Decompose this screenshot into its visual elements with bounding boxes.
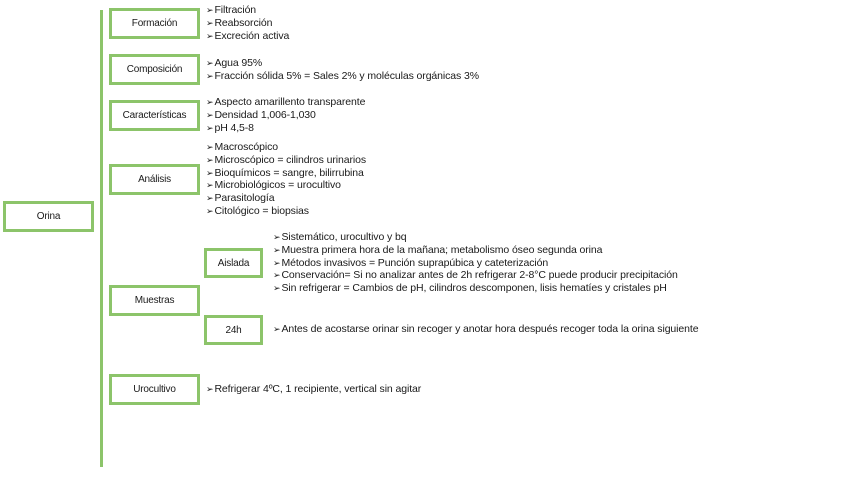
analisis-label: Análisis <box>138 174 171 185</box>
list-item: ➢Citológico = biopsias <box>206 204 309 217</box>
arrow-icon: ➢ <box>206 70 214 81</box>
root-label: Orina <box>36 211 61 222</box>
list-item: ➢Agua 95% <box>206 57 263 69</box>
root-node-orina <box>3 201 94 232</box>
arrow-icon: ➢ <box>273 283 281 294</box>
arrow-icon: ➢ <box>206 58 214 68</box>
node-24h <box>204 315 263 345</box>
list-item: ➢Microscópico = cilindros urinarios <box>206 153 366 166</box>
aislada-label: Aislada <box>217 257 250 269</box>
list-item: ➢Reabsorción <box>206 16 273 29</box>
list-item: ➢Parasitología <box>206 192 275 205</box>
node-muestras <box>109 285 200 316</box>
arrow-icon: ➢ <box>206 109 214 120</box>
arrow-icon: ➢ <box>206 167 214 178</box>
list-item: ➢Bioquímicos = sangre, bilirrubina <box>206 166 364 179</box>
caracteristicas-label: Características <box>122 110 187 121</box>
list-item: ➢Muestra primera hora de la mañana; metabolismo óseo segunda orina <box>273 243 603 256</box>
muestras-label: Muestras <box>134 295 175 306</box>
list-item: ➢Excreción activa <box>206 29 290 42</box>
composicion-label: Composición <box>126 64 183 75</box>
arrow-icon: ➢ <box>206 142 214 152</box>
h24-label: 24h <box>225 324 242 336</box>
list-item: ➢Fracción sólida 5% = Sales 2% y moléculas orgánicas 3% <box>206 69 479 82</box>
arrow-icon: ➢ <box>273 324 281 334</box>
arrow-icon: ➢ <box>273 270 281 281</box>
connector-line <box>100 10 103 467</box>
urocultivo-label: Urocultivo <box>133 384 176 395</box>
arrow-icon: ➢ <box>206 180 214 191</box>
node-urocultivo <box>109 374 200 405</box>
formacion-label: Formación <box>131 18 178 29</box>
node-analisis <box>109 164 200 195</box>
list-item: ➢Macroscópico <box>206 141 279 153</box>
arrow-icon: ➢ <box>206 193 214 204</box>
list-item: ➢Microbiológicos = urocultivo <box>206 179 341 192</box>
list-item: ➢Refrigerar 4ºC, 1 recipiente, vertical sin agitar <box>206 383 422 395</box>
arrow-icon: ➢ <box>206 17 214 28</box>
list-item: ➢Antes de acostarse orinar sin recoger y anotar hora después recoger toda la orina siguiente <box>273 323 699 335</box>
arrow-icon: ➢ <box>206 30 214 41</box>
list-item: ➢Sistemático, urocultivo y bq <box>273 231 407 243</box>
list-item: ➢Densidad 1,006-1,030 <box>206 108 316 121</box>
urocultivo-items <box>206 383 421 396</box>
arrow-icon: ➢ <box>273 232 281 242</box>
arrow-icon: ➢ <box>206 384 214 394</box>
node-aislada <box>204 248 263 278</box>
node-caracteristicas <box>109 100 200 131</box>
formacion-items <box>206 4 289 42</box>
arrow-icon: ➢ <box>273 257 281 268</box>
h24-items <box>273 323 698 336</box>
composicion-items <box>206 57 479 83</box>
list-item: ➢Conservación= Si no analizar antes de 2h refrigerar 2-8°C puede producir precipitación <box>273 269 678 282</box>
analisis-items <box>206 141 366 218</box>
node-composicion <box>109 54 200 85</box>
list-item: ➢Filtración <box>206 4 257 16</box>
arrow-icon: ➢ <box>206 205 214 216</box>
list-item: ➢Sin refrigerar = Cambios de pH, cilindros descomponen, lisis hematíes y cristales pH <box>273 282 667 295</box>
arrow-icon: ➢ <box>206 97 214 107</box>
node-formacion <box>109 8 200 39</box>
caracteristicas-items <box>206 96 365 134</box>
aislada-items <box>273 231 678 295</box>
list-item: ➢Métodos invasivos = Punción suprapúbica y cateterización <box>273 256 549 269</box>
arrow-icon: ➢ <box>206 154 214 165</box>
arrow-icon: ➢ <box>206 122 214 133</box>
list-item: ➢pH 4,5-8 <box>206 121 254 134</box>
arrow-icon: ➢ <box>273 244 281 255</box>
arrow-icon: ➢ <box>206 5 214 15</box>
list-item: ➢Aspecto amarillento transparente <box>206 96 366 108</box>
